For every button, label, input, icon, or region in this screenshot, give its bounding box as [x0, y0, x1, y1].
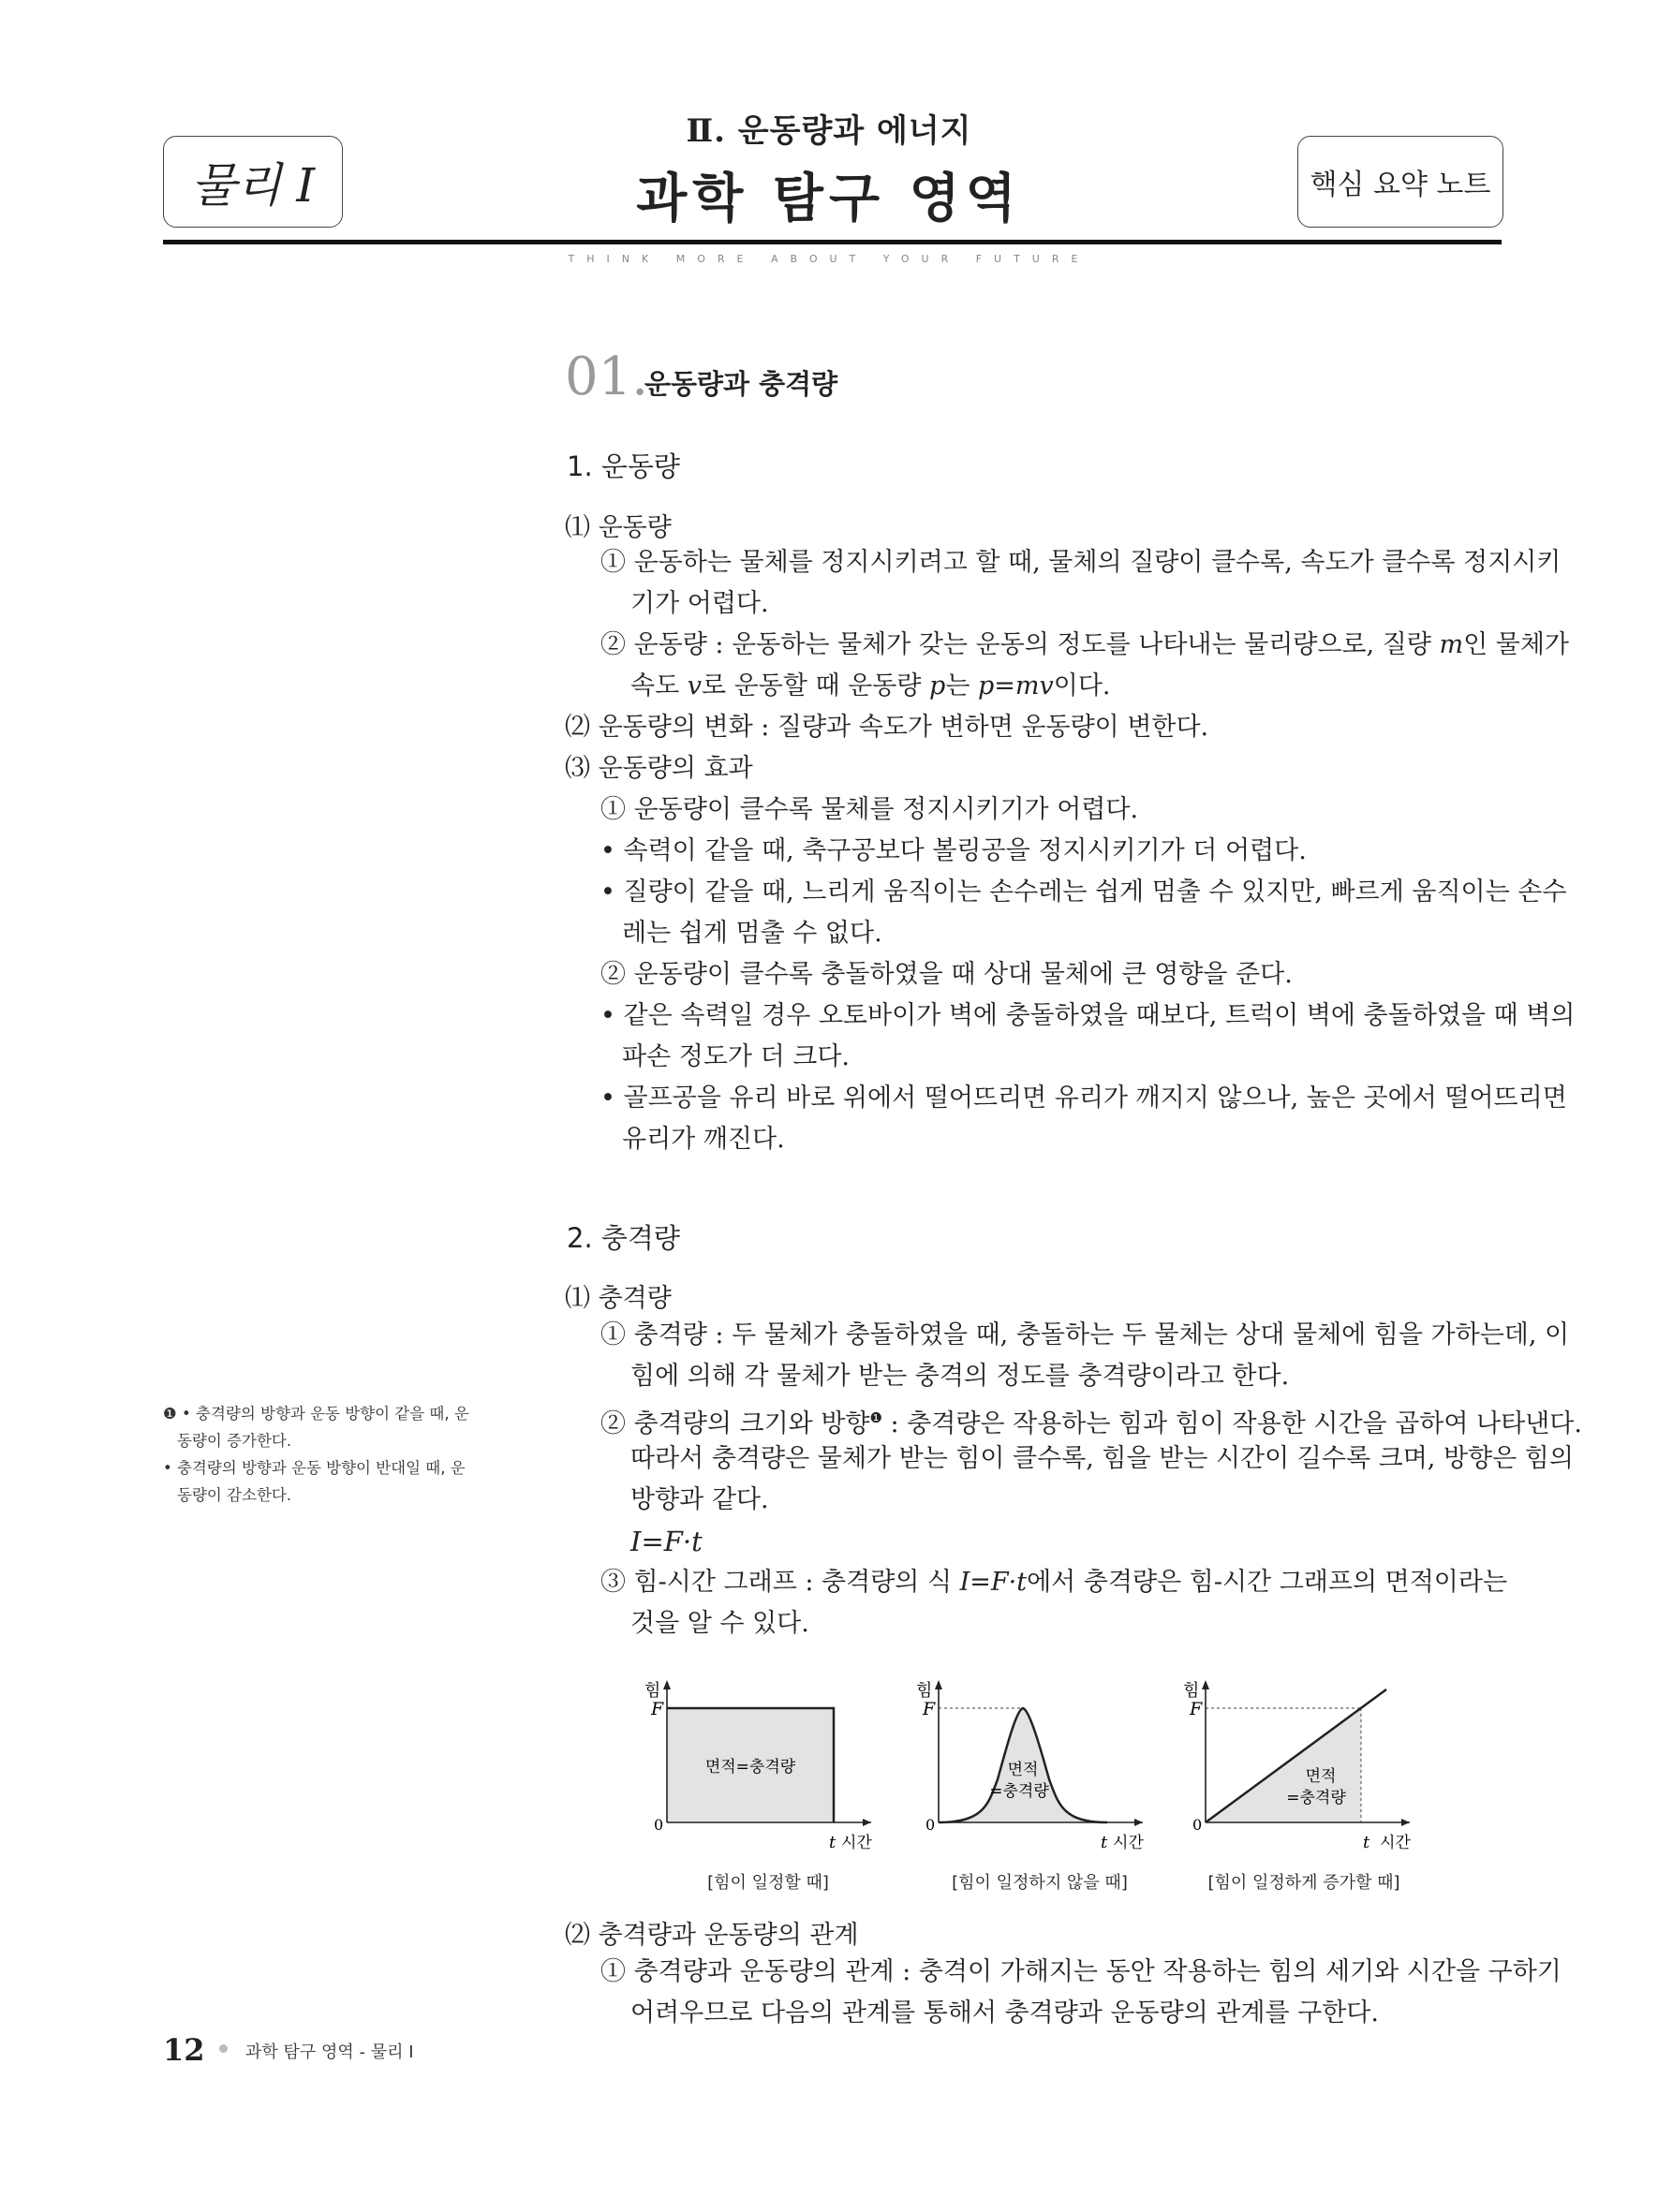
text-line: 따라서 충격량은 물체가 받는 힘이 클수록, 힘을 받는 시간이 길수록 크며, 방향은 힘의 [630, 1444, 1574, 1473]
sidenote [163, 1400, 469, 1509]
area-label: 면적 [1305, 1767, 1337, 1786]
tagline: THINK MORE ABOUT YOUR FUTURE [568, 253, 1090, 265]
bullet-line: • 질량이 같을 때, 느리게 움직이는 손수레는 쉽게 멈출 수 있지만, 빠르게 움직이는 손수 [600, 877, 1567, 907]
text-line: ② 운동량이 클수록 충돌하였을 때 상대 물체에 큰 영향을 준다. [600, 960, 1293, 989]
f-label: F [1190, 1699, 1203, 1719]
x-t-label: t [1101, 1833, 1108, 1852]
graph-increasing-force [1176, 1669, 1438, 1894]
subheading-momentum: ⑴ 운동량 [565, 513, 672, 542]
text-line: 속도 v로 운동할 때 운동량 p는 p=mv이다. [630, 671, 1111, 700]
x-arrow [1401, 1819, 1410, 1826]
heading-impulse: 2. 충격량 [567, 1222, 680, 1254]
footer-text: 과학 탐구 영역 - 물리 Ⅰ [245, 2042, 414, 2062]
y-arrow [1202, 1680, 1209, 1689]
text-line: 어려우므로 다음의 관계를 통해서 충격량과 운동량의 관계를 구한다. [630, 1998, 1379, 2028]
bullet-line: • 같은 속력일 경우 오토바이가 벽에 충돌하였을 때보다, 트럭이 벽에 충돌하였을 때 벽의 [600, 1001, 1576, 1030]
area-label: 면적 [1007, 1761, 1039, 1779]
sidenote-line: 동량이 감소한다. [177, 1486, 292, 1504]
y-label: 힘 [1183, 1681, 1200, 1701]
bullet-line: 레는 쉽게 멈출 수 없다. [622, 919, 882, 948]
area-label: =충격량 [989, 1782, 1049, 1801]
footnote-marker: ❶ [869, 1409, 882, 1426]
graph-caption: [힘이 일정할 때] [707, 1873, 829, 1893]
y-label: 힘 [644, 1681, 661, 1701]
notes-box [1297, 136, 1503, 228]
graph-constant-force [637, 1669, 899, 1894]
graph-caption: [힘이 일정하지 않을 때] [952, 1873, 1128, 1893]
zero-label: 0 [925, 1816, 936, 1834]
notes-label: 핵심 요약 노트 [1310, 169, 1491, 201]
text-line: ① 운동하는 물체를 정지시키려고 할 때, 물체의 질량이 클수록, 속도가 클수록 정지시키 [600, 548, 1562, 577]
text-line: 방향과 같다. [630, 1485, 769, 1514]
sidenote-line: • 충격량의 방향과 운동 방향이 반대일 때, 운 [163, 1459, 466, 1477]
text-line: ① 충격량 : 두 물체가 충돌하였을 때, 충돌하는 두 물체는 상대 물체에 힘을 가하는데, 이 [600, 1320, 1570, 1349]
subheading-impulse-momentum: ⑵ 충격량과 운동량의 관계 [565, 1921, 859, 1950]
x-t-label: t [1363, 1833, 1370, 1852]
header-rule [163, 240, 1502, 244]
text-line: ② 충격량의 크기와 방향$^❶$ : 충격량은 작용하는 힘과 힘이 작용한 시간을 곱하여 나타낸다. [600, 1409, 1582, 1438]
x-arrow [1134, 1819, 1143, 1826]
text-line: 힘에 의해 각 물체가 받는 충격의 정도를 충격량이라고 한다. [630, 1362, 1290, 1391]
x-arrow [863, 1819, 871, 1826]
footer-dot [219, 2044, 228, 2053]
f-label: F [923, 1699, 936, 1719]
x-label: 시간 [1380, 1834, 1411, 1852]
main-title: 과학 탐구 영역 [636, 168, 1022, 229]
subject-label: 물리 I [190, 158, 316, 213]
y-arrow [935, 1680, 942, 1689]
f-label: F [651, 1699, 664, 1719]
text-line: ⑵ 운동량의 변화 : 질량과 속도가 변하면 운동량이 변한다. [565, 713, 1209, 742]
bullet-line: 파손 정도가 더 크다. [622, 1042, 850, 1071]
zero-label: 0 [1192, 1816, 1203, 1834]
zero-label: 0 [654, 1816, 664, 1834]
graph-caption: [힘이 일정하게 증가할 때] [1207, 1873, 1400, 1893]
bullet-line: 유리가 깨진다. [622, 1125, 785, 1154]
area-label: 면적=충격량 [704, 1758, 796, 1777]
area-label: =충격량 [1286, 1789, 1346, 1807]
text-line: ② 운동량 : 운동하는 물체가 갖는 운동의 정도를 나타내는 물리량으로, 질량 m인 물체가 [600, 630, 1569, 659]
impulse-formula: I=F·t [630, 1526, 703, 1557]
graph-varying-force [909, 1669, 1171, 1894]
y-arrow [663, 1680, 671, 1689]
part-title: Ⅱ. 운동량과 에너지 [686, 112, 972, 150]
bullet-line: • 속력이 같을 때, 축구공보다 볼링공을 정지시키기가 더 어렵다. [600, 836, 1307, 865]
x-t-label: t [829, 1833, 836, 1852]
text-line: 기가 어렵다. [630, 589, 769, 618]
text-line: ③ 힘-시간 그래프 : 충격량의 식 I=F·t에서 충격량은 힘-시간 그래프의 면적이라는 [600, 1568, 1508, 1597]
subheading-momentum-effect: ⑶ 운동량의 효과 [565, 754, 753, 783]
text-line: ① 운동량이 클수록 물체를 정지시키기가 어렵다. [600, 795, 1139, 824]
x-label: 시간 [1113, 1834, 1144, 1852]
x-label: 시간 [841, 1834, 872, 1852]
subheading-impulse: ⑴ 충격량 [565, 1284, 672, 1313]
text-line: ① 충격량과 운동량의 관계 : 충격이 가해지는 동안 작용하는 힘의 세기와 시간을 구하기 [600, 1957, 1562, 1986]
section-number: 01. [565, 347, 649, 407]
heading-momentum: 1. 운동량 [567, 450, 680, 482]
bullet-line: • 골프공을 유리 바로 위에서 떨어뜨리면 유리가 깨지지 않으나, 높은 곳에서 떨어뜨리면 [600, 1084, 1567, 1113]
text-line: 것을 알 수 있다. [630, 1609, 809, 1638]
sidenote-line: ❶ • 충격량의 방향과 운동 방향이 같을 때, 운 [163, 1405, 469, 1423]
page-number: 12 [163, 2032, 205, 2068]
section-title: 운동량과 충격량 [644, 368, 838, 400]
subject-box [163, 136, 343, 228]
sidenote-line: 동량이 증가한다. [177, 1432, 292, 1450]
y-label: 힘 [916, 1681, 933, 1701]
